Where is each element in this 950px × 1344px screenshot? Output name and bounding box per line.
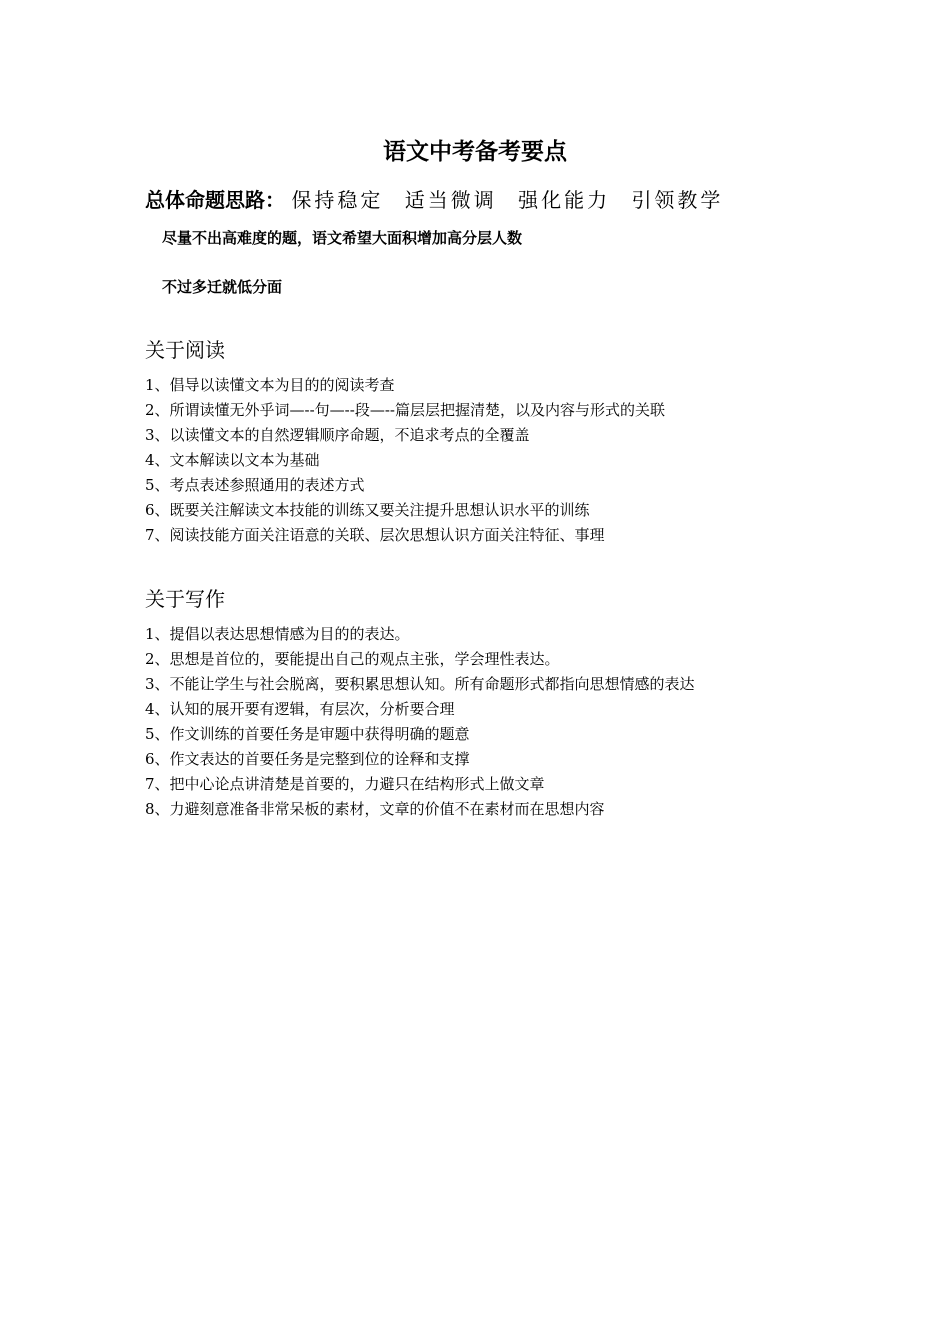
reading-heading: 关于阅读 xyxy=(145,338,225,362)
idea-item-teaching: 引领教学 xyxy=(631,188,724,212)
page-title: 语文中考备考要点 xyxy=(383,139,567,165)
list-item: 2、思想是首位的，要能提出自己的观点主张，学会理性表达。 xyxy=(145,650,560,668)
overall-idea-label: 总体命题思路： xyxy=(145,188,285,212)
list-item: 2、所谓读懂无外乎词—--句—--段—--篇层层把握清楚，以及内容与形式的关联 xyxy=(145,401,665,419)
list-item: 7、把中心论点讲清楚是首要的，力避只在结构形式上做文章 xyxy=(145,775,545,793)
note-low-score: 不过多迁就低分面 xyxy=(162,278,283,296)
note-difficulty: 尽量不出高难度的题，语文希望大面积增加高分层人数 xyxy=(162,229,523,247)
list-item: 4、文本解读以文本为基础 xyxy=(145,451,320,469)
writing-list xyxy=(145,622,695,822)
list-item: 3、以读懂文本的自然逻辑顺序命题，不追求考点的全覆盖 xyxy=(145,426,530,444)
list-item: 4、认知的展开要有逻辑，有层次，分析要合理 xyxy=(145,700,455,718)
list-item: 8、力避刻意准备非常呆板的素材，文章的价值不在素材而在思想内容 xyxy=(145,800,605,818)
list-item: 7、阅读技能方面关注语意的关联、层次思想认识方面关注特征、事理 xyxy=(145,526,605,544)
idea-item-ability: 强化能力 xyxy=(518,188,611,212)
list-item: 5、考点表述参照通用的表述方式 xyxy=(145,476,365,494)
list-item: 1、提倡以表达思想情感为目的的表达。 xyxy=(145,625,410,643)
idea-item-stable: 保持稳定 xyxy=(291,188,384,212)
overall-idea-items xyxy=(291,188,723,212)
writing-heading: 关于写作 xyxy=(145,587,225,611)
overall-idea-line xyxy=(145,185,723,215)
list-item: 1、倡导以读懂文本为目的的阅读考查 xyxy=(145,376,395,394)
list-item: 6、既要关注解读文本技能的训练又要关注提升思想认识水平的训练 xyxy=(145,501,590,519)
idea-item-adjust: 适当微调 xyxy=(404,188,497,212)
list-item: 3、不能让学生与社会脱离，要积累思想认知。所有命题形式都指向思想情感的表达 xyxy=(145,675,695,693)
reading-list xyxy=(145,373,665,548)
list-item: 5、作文训练的首要任务是审题中获得明确的题意 xyxy=(145,725,470,743)
list-item: 6、作文表达的首要任务是完整到位的诠释和支撑 xyxy=(145,750,470,768)
